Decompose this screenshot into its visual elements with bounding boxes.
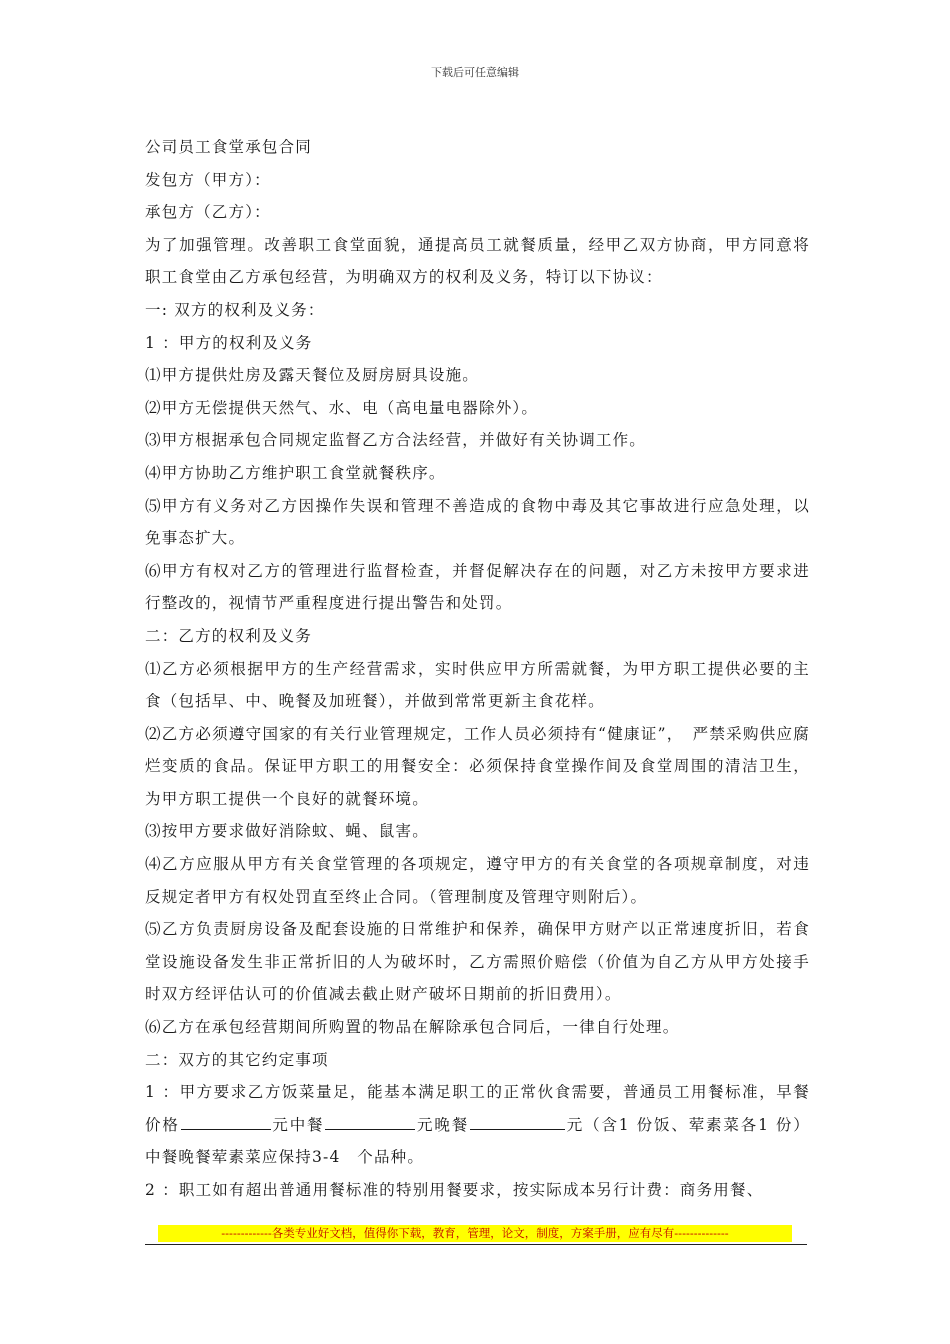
clause-c1-text-mid1: 元中餐 [271, 1115, 325, 1134]
clause-a3: ⑶甲方根据承包合同规定监督乙方合法经营，并做好有关协调工作。 [145, 431, 647, 450]
clause-a6: ⑹甲方有权对乙方的管理进行监督检查，并督促解决存在的问题，对乙方未按甲方要求进行整改的，视情节严重程度进行提出警告和处罚。 [145, 561, 810, 613]
clause-b2: ⑵乙方必须遵守国家的有关行业管理规定，工作人员必须持有“健康证”， 严禁采购供应腐烂变质的食品。保证甲方职工的用餐安全：必须保持食堂操作间及食堂周围的清洁卫生，为甲方职工提供一个良好的就餐环境。 [145, 724, 810, 808]
document-title: 公司员工食堂承包合同 [145, 138, 313, 156]
page-header: 下载后可任意编辑 [431, 66, 519, 79]
section-1-heading: 一: 双方的权利及义务： [145, 300, 325, 319]
clause-b1: ⑴乙方必须根据甲方的生产经营需求，实时供应甲方所需就餐，为甲方职工提供必要的主食（包括早、中、晚餐及加班餐），并做到常常更新主食花样。 [145, 659, 810, 711]
section-3-heading: 二：双方的其它约定事项 [145, 1050, 329, 1069]
clause-c2: 2 ：职工如有超出普通用餐标准的特别用餐要求，按实际成本另行计费：商务用餐、 [145, 1181, 764, 1199]
clause-b4: ⑷乙方应服从甲方有关食堂管理的各项规定，遵守甲方的有关食堂的各项规章制度，对违反规定者甲方有权处罚直至终止合同。（管理制度及管理守则附后）。 [145, 855, 810, 906]
clause-a4: ⑷甲方协助乙方维护职工食堂就餐秩序。 [145, 463, 446, 482]
footer-ad-banner: -------------各类专业好文档，值得你下载，教育，管理，论文，制度，方案手册，应有尽有-------------- [158, 1225, 792, 1242]
clause-b5: ⑸乙方负责厨房设备及配套设施的日常维护和保养，确保甲方财产以正常速度折旧，若食堂设施设备发生非正常折旧的人为破坏时，乙方需照价赔偿（价值为自乙方从甲方处接手时双方经评估认可的价值减去截止财产破坏日期前的折旧费用）。 [145, 920, 810, 1004]
clause-c1-text-pre: 1 ：甲方要求乙方饭菜量足，能基本满足职工的正常伙食需要，普通员工用餐标准，早餐价格 [145, 1083, 810, 1134]
breakfast-price-blank[interactable] [181, 1115, 271, 1130]
party-a-line: 发包方（甲方）： [145, 170, 271, 189]
document-body [145, 131, 810, 1207]
clause-a2: ⑵甲方无偿提供天然气、水、电（高电量电器除外）。 [145, 398, 539, 417]
clause-b3: ⑶按甲方要求做好消除蚊、蝇、鼠害。 [145, 822, 429, 841]
party-b-line: 承包方（乙方）： [145, 203, 271, 222]
clause-a5: ⑸甲方有义务对乙方因操作失误和管理不善造成的食物中毒及其它事故进行应急处理，以免事态扩大。 [145, 496, 810, 548]
footer-divider [145, 1244, 807, 1245]
clause-c1-text-post: 元（含1 份饭、荤素菜各1 份）中餐晚餐荤素菜应保持3-4 个品种。 [145, 1115, 810, 1167]
lunch-price-blank[interactable] [325, 1115, 415, 1130]
clause-c1-text-mid2: 元晚餐 [416, 1115, 470, 1134]
section-1-1-heading: 1 ：甲方的权利及义务 [145, 333, 313, 352]
clause-b6: ⑹乙方在承包经营期间所购置的物品在解除承包合同后，一律自行处理。 [145, 1018, 680, 1037]
intro-paragraph: 为了加强管理。改善职工食堂面貌，通提高员工就餐质量，经甲乙双方协商，甲方同意将职工食堂由乙方承包经营，为明确双方的权利及义务，特订以下协议： [145, 235, 810, 287]
clause-a1: ⑴甲方提供灶房及露天餐位及厨房厨具设施。 [145, 366, 480, 385]
dinner-price-blank[interactable] [470, 1115, 565, 1130]
section-2-heading: 二：乙方的权利及义务 [145, 626, 313, 645]
clause-c1 [145, 1076, 810, 1174]
